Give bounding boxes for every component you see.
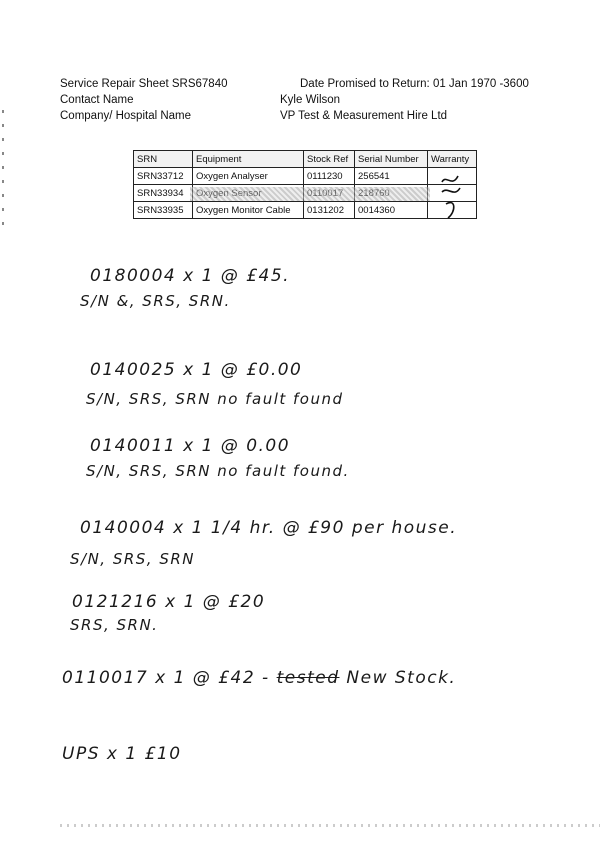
note-line: 0140025 x 1 @ £0.00 bbox=[90, 360, 303, 380]
note-text: 0110017 x 1 @ £42 - bbox=[62, 668, 277, 688]
header-left bbox=[60, 76, 228, 124]
note-sub: S/N, SRS, SRN no fault found bbox=[86, 390, 344, 408]
equipment-table bbox=[133, 150, 477, 219]
note-line: 0180004 x 1 @ £45. bbox=[90, 266, 291, 286]
col-equipment: Equipment bbox=[193, 151, 304, 168]
sheet-title: Service Repair Sheet SRS67840 bbox=[60, 78, 228, 90]
contact-name: Kyle Wilson bbox=[280, 94, 341, 106]
note-sub: SRS, SRN. bbox=[70, 616, 159, 634]
note-text: New Stock. bbox=[339, 668, 457, 688]
date-promised: Date Promised to Return: 01 Jan 1970 -3600 bbox=[300, 78, 529, 90]
note-sub: S/N &, SRS, SRN. bbox=[80, 292, 231, 310]
scan-smudge bbox=[190, 187, 430, 201]
cell-srn: SRN33934 bbox=[134, 185, 193, 202]
col-stock-ref: Stock Ref bbox=[304, 151, 355, 168]
note-line bbox=[62, 668, 456, 688]
warranty-check-marks bbox=[436, 168, 466, 224]
col-srn: SRN bbox=[134, 151, 193, 168]
header-right bbox=[280, 76, 529, 124]
note-sub: S/N, SRS, SRN no fault found. bbox=[86, 462, 350, 480]
contact-label: Contact Name bbox=[60, 94, 134, 106]
table-header-row bbox=[134, 151, 477, 168]
note-sub: S/N, SRS, SRN bbox=[70, 550, 195, 568]
scan-edge-noise bbox=[60, 824, 600, 827]
cell-stock-ref: 0111230 bbox=[304, 168, 355, 185]
scan-margin-marks bbox=[2, 110, 4, 230]
note-line: UPS x 1 £10 bbox=[62, 744, 182, 764]
table-row bbox=[134, 202, 477, 219]
cell-serial: 0014360 bbox=[355, 202, 428, 219]
cell-stock-ref: 0131202 bbox=[304, 202, 355, 219]
struck-text: tested bbox=[276, 668, 340, 688]
company-name: VP Test & Measurement Hire Ltd bbox=[280, 110, 448, 122]
cell-equipment: Oxygen Analyser bbox=[193, 168, 304, 185]
note-line: 0121216 x 1 @ £20 bbox=[72, 592, 266, 612]
table-row bbox=[134, 168, 477, 185]
note-line: 0140004 x 1 1/4 hr. @ £90 per house. bbox=[80, 518, 458, 538]
col-warranty: Warranty bbox=[428, 151, 477, 168]
company-label: Company/ Hospital Name bbox=[60, 110, 192, 122]
cell-equipment: Oxygen Monitor Cable bbox=[193, 202, 304, 219]
cell-serial: 256541 bbox=[355, 168, 428, 185]
note-line: 0140011 x 1 @ 0.00 bbox=[90, 436, 291, 456]
col-serial: Serial Number bbox=[355, 151, 428, 168]
cell-srn: SRN33712 bbox=[134, 168, 193, 185]
cell-srn: SRN33935 bbox=[134, 202, 193, 219]
